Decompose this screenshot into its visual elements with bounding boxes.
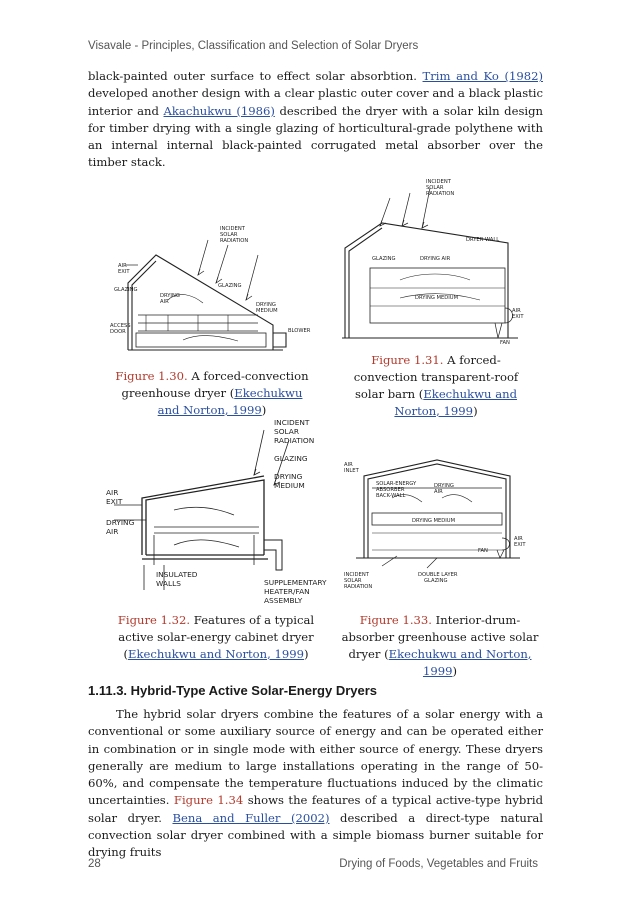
f133-caption-citation[interactable]: Ekechukwu and Norton, 1999 — [388, 647, 532, 678]
intro-paragraph — [88, 68, 543, 172]
f131-radiation-label: RADIATION — [426, 191, 455, 197]
f130-radiation-label: RADIATION — [220, 238, 249, 244]
figure-1-30-diagram — [108, 205, 313, 360]
figure-1-30-caption — [112, 368, 312, 419]
f130-air-label: AIR — [118, 263, 127, 269]
f132-insulated-label: INSULATED — [156, 570, 198, 579]
f133-absorber-label: ABSORBER — [376, 487, 405, 493]
f132-assembly-label: ASSEMBLY — [264, 596, 303, 605]
f131-drying-air-label: DRYING AIR — [420, 256, 451, 262]
f131-glazing-label: GLAZING — [372, 256, 396, 262]
f130-caption-end: ) — [261, 403, 267, 417]
f133-drying-air-label: DRYING — [434, 483, 454, 489]
f130-glazing-right-label: GLAZING — [218, 283, 242, 289]
body-paragraph — [88, 706, 543, 862]
f133-caption-end: ) — [452, 664, 458, 678]
f130-blower-label: BLOWER — [288, 328, 311, 334]
f132-air-label: AIR — [106, 488, 119, 497]
f132-supplementary-label: SUPPLEMENTARY — [264, 578, 327, 587]
f133-radiation-label: RADIATION — [344, 584, 373, 590]
f132-heater-fan-label: HEATER/FAN — [264, 587, 310, 596]
f131-fan-label: FAN — [500, 340, 510, 346]
f131-drying-medium-label: DRYING MEDIUM — [415, 295, 459, 301]
intro-text-2: developed another design with a clear plastic outer cover and a black plastic interior and — [88, 86, 543, 118]
f133-solar-label: SOLAR — [344, 578, 362, 584]
f133-drying-medium-label: DRYING MEDIUM — [412, 518, 456, 524]
f131-caption-end: ) — [473, 404, 478, 418]
f132-caption-end: ) — [304, 647, 309, 661]
f130-door-label: DOOR — [110, 329, 126, 335]
section-heading: 1.11.3. Hybrid-Type Active Solar-Energy Dryers — [88, 683, 378, 698]
body-text-3: described a direct-type natural convection solar dryer combined with a simple biomass burner suitable for drying fruits — [88, 810, 543, 860]
f132-drying-label: DRYING — [274, 472, 303, 481]
f131-solar-label: SOLAR — [426, 185, 444, 191]
page-number: 28 — [88, 858, 101, 870]
f131-air-label: AIR — [512, 308, 521, 314]
f130-incident-label: INCIDENT — [220, 226, 245, 232]
f133-caption-text: Interior-drum-absorber greenhouse active solar dryer ( — [341, 613, 539, 661]
f132-glazing-label: GLAZING — [274, 454, 308, 463]
footer-book-title: Drying of Foods, Vegetables and Fruits — [339, 858, 538, 870]
f131-caption-text: A forced-convection transparent-roof solar barn ( — [353, 353, 519, 401]
intro-text-3: described the dryer with a solar kiln design for timber drying with a single glazing of horticultural-grade polythene with an internal internal black-painted corrugated metal absorber over the timber stack. — [88, 103, 543, 170]
f132-exit-label: EXIT — [106, 497, 123, 506]
f130-caption-text: A forced-convection greenhouse dryer ( — [121, 369, 309, 400]
f133-caption-label: Figure 1.33. — [359, 613, 432, 627]
f133-back-wall-label: BACK-WALL — [376, 493, 406, 499]
f133-air2-label: AIR — [434, 489, 443, 495]
f133-solar-energy-label: SOLAR-ENERGY — [376, 481, 417, 487]
f130-glazing-left-label: GLAZING — [114, 287, 138, 293]
figure-1-34-reference[interactable]: Figure 1.34 — [173, 793, 244, 808]
f133-air-label: AIR — [344, 462, 353, 468]
f133-fan-label: FAN — [478, 548, 488, 554]
figure-1-33-caption — [340, 612, 540, 680]
running-header: Visavale - Principles, Classification and Selection of Solar Dryers — [88, 40, 419, 52]
f132-caption-label: Figure 1.32. — [117, 613, 191, 627]
f132-caption-citation[interactable]: Ekechukwu and Norton, 1999 — [127, 647, 304, 661]
f133-inlet-label: INLET — [344, 468, 359, 474]
f130-drying-label: DRYING — [160, 293, 180, 299]
f132-walls-label: WALLS — [156, 579, 181, 588]
figure-1-32-diagram — [104, 415, 334, 605]
f130-caption-citation[interactable]: Ekechukwu and Norton, 1999 — [157, 386, 303, 417]
f131-incident-label: INCIDENT — [426, 179, 451, 185]
f133-glazing-label: GLAZING — [424, 578, 448, 584]
figure-1-31-caption — [350, 352, 522, 420]
f130-solar-label: SOLAR — [220, 232, 238, 238]
f130-access-label: ACCESS — [110, 323, 131, 329]
figure-1-32-caption — [112, 612, 320, 663]
citation-trim-ko[interactable]: Trim and Ko (1982) — [422, 69, 543, 83]
f130-exit-label: EXIT — [118, 269, 130, 275]
citation-bena-fuller[interactable]: Bena and Fuller (2002) — [172, 810, 330, 825]
body-text-1: The hybrid solar dryers combine the features of a solar energy with a conventional or some auxiliary source of energy and can be operated either in combination or in single mode with either source of energy. These dryers generally are medium to large installations operating in the range of 50-60%, and compensate the temperature fluctuations induced by the climatic uncertainties. — [88, 707, 543, 808]
f133-double-layer-label: DOUBLE LAYER — [418, 572, 458, 578]
f130-drying2-label: DRYING — [256, 302, 276, 308]
f132-solar-label: SOLAR — [274, 427, 299, 436]
f132-incident-label: INCIDENT — [274, 418, 310, 427]
f131-caption-label: Figure 1.31. — [371, 353, 444, 367]
f131-caption-citation[interactable]: Ekechukwu and Norton, 1999 — [394, 387, 518, 418]
f132-medium-label: MEDIUM — [274, 481, 305, 490]
f132-radiation-label: RADIATION — [274, 436, 315, 445]
figure-1-33-diagram — [342, 458, 532, 598]
intro-text-1: black-painted outer surface to effect solar absorbtion. — [88, 69, 423, 83]
f131-exit-label: EXIT — [512, 314, 524, 320]
f130-caption-label: Figure 1.30. — [115, 369, 188, 383]
citation-akachukwu[interactable]: Akachukwu (1986) — [163, 103, 275, 118]
f132-caption-text: Features of a typical active solar-energy cabinet dryer ( — [118, 613, 315, 661]
f130-medium-label: MEDIUM — [256, 308, 278, 314]
f130-air2-label: AIR — [160, 299, 169, 305]
f132-drying2-label: DRYING — [106, 518, 135, 527]
f133-exit-label: EXIT — [514, 542, 526, 548]
f133-incident-label: INCIDENT — [344, 572, 369, 578]
f131-dryer-wall-label: DRYER WALL — [466, 237, 500, 243]
f133-air3-label: AIR — [514, 536, 523, 542]
figure-1-31-diagram — [340, 168, 528, 348]
f132-air2-label: AIR — [106, 527, 119, 536]
body-text-2: shows the features of a typical active-type hybrid solar dryer. — [88, 793, 544, 825]
